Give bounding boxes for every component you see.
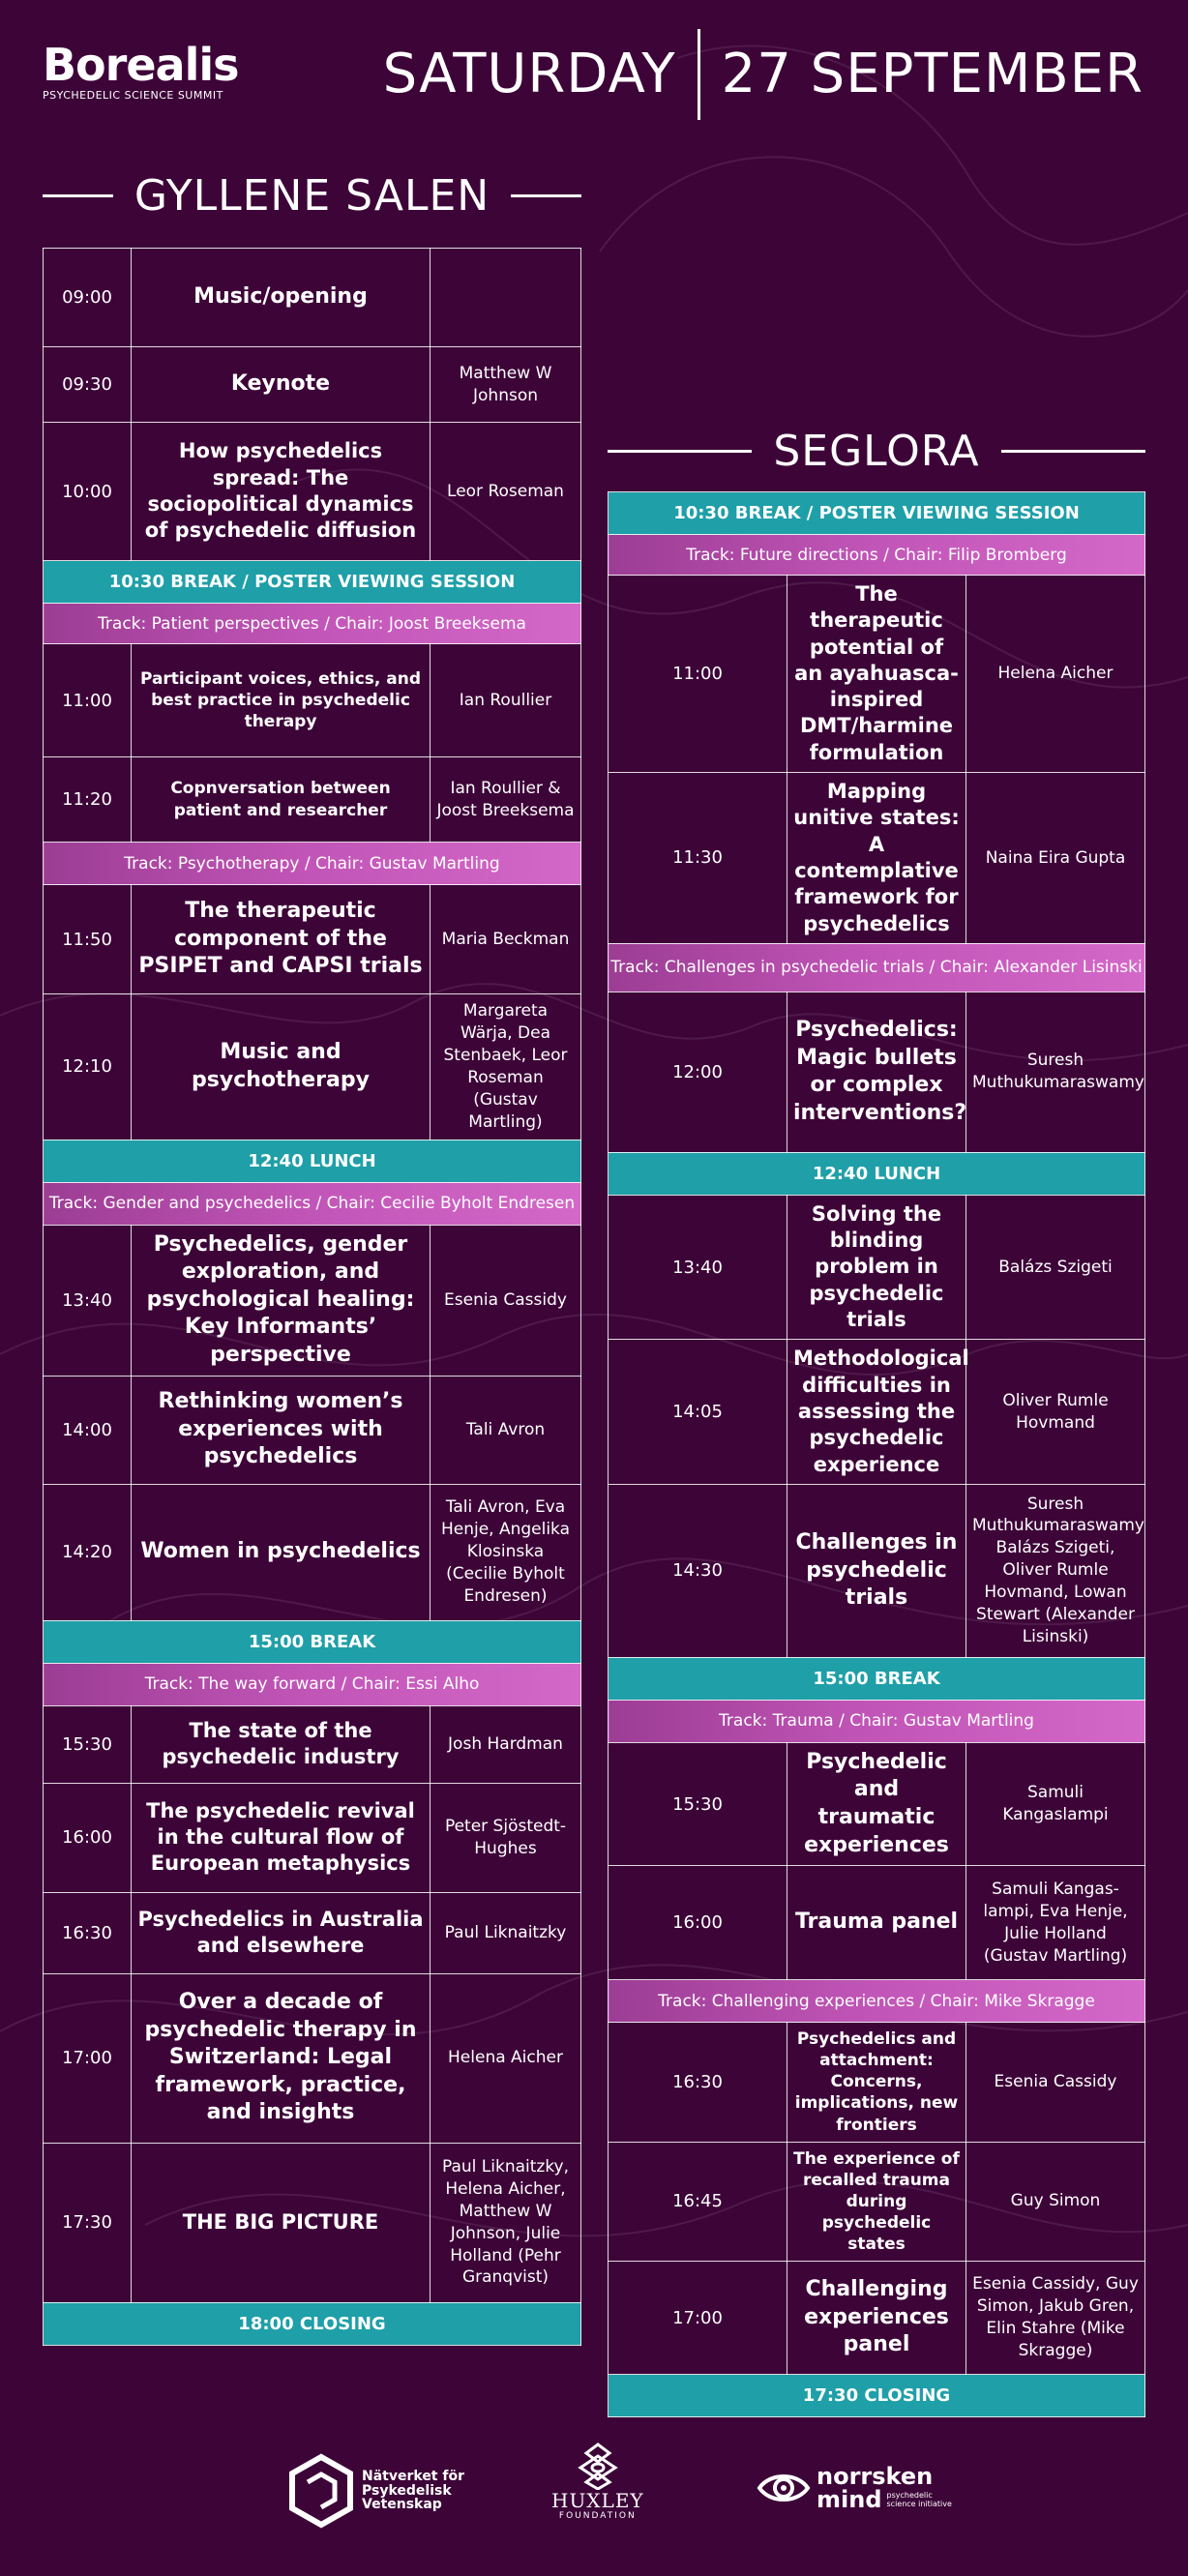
session-row bbox=[44, 423, 581, 561]
session-time: 17:00 bbox=[44, 1973, 132, 2143]
sponsor-footer bbox=[0, 2438, 1188, 2544]
session-time: 14:20 bbox=[44, 1484, 132, 1620]
break-band bbox=[44, 561, 581, 604]
gyllene-salen-column bbox=[43, 166, 581, 2346]
session-time: 11:30 bbox=[609, 773, 787, 944]
session-row bbox=[44, 1376, 581, 1484]
huxley-emblem-icon bbox=[571, 2442, 625, 2490]
session-time: 11:50 bbox=[44, 885, 132, 994]
session-speaker: Josh Hardman bbox=[431, 1705, 581, 1783]
break-label: 12:40 LUNCH bbox=[44, 1140, 581, 1182]
track-label: Track: Patient perspectives / Chair: Joost Breeksema bbox=[44, 604, 581, 644]
nps-line-1: Nätverket för bbox=[362, 2468, 464, 2484]
break-label: 12:40 LUNCH bbox=[609, 1152, 1145, 1195]
break-band bbox=[609, 1657, 1145, 1700]
session-speaker: Margareta Wärja, Dea Stenbaek, Leor Roseman (Gustav Martling) bbox=[431, 994, 581, 1140]
break-label: 15:00 BREAK bbox=[609, 1657, 1145, 1700]
track-label: Track: The way forward / Chair: Essi Alho bbox=[44, 1663, 581, 1705]
track-header bbox=[609, 535, 1145, 576]
session-title: Rethinking women’s experiences with psychedelics bbox=[132, 1376, 431, 1484]
session-time: 16:00 bbox=[609, 1866, 787, 1980]
session-time: 11:20 bbox=[44, 757, 132, 843]
track-label: Track: Psychotherapy / Chair: Gustav Martling bbox=[44, 843, 581, 885]
borealis-logo bbox=[43, 41, 239, 103]
session-title: Psychedelics, gender exploration, and psychological healing: Key Informants’ perspective bbox=[132, 1225, 431, 1376]
session-speaker bbox=[431, 249, 581, 347]
break-band bbox=[609, 1152, 1145, 1195]
break-label: 18:00 CLOSING bbox=[44, 2302, 581, 2345]
session-row bbox=[44, 1484, 581, 1620]
break-label: 10:30 BREAK / POSTER VIEWING SESSION bbox=[44, 561, 581, 604]
session-speaker: Tali Avron bbox=[431, 1376, 581, 1484]
session-title: Challenging experiences panel bbox=[787, 2262, 966, 2375]
session-row bbox=[44, 1973, 581, 2143]
huxley-subtitle: FOUNDATION bbox=[558, 2511, 637, 2521]
session-time: 09:30 bbox=[44, 347, 132, 423]
session-title: The experience of recalled trauma during psychedelic states bbox=[787, 2142, 966, 2261]
session-time: 11:00 bbox=[44, 644, 132, 757]
session-title: Psychedelics: Magic bullets or complex interventions? bbox=[787, 992, 966, 1152]
heading-rule-left bbox=[43, 194, 113, 197]
norrsken-sub-1: psychedelic bbox=[886, 2491, 933, 2500]
session-row bbox=[609, 1866, 1145, 1980]
session-row bbox=[44, 249, 581, 347]
track-label: Track: Challenges in psychedelic trials / Chair: Alexander Lisinski bbox=[609, 943, 1145, 992]
date-divider bbox=[698, 29, 700, 120]
session-time: 12:10 bbox=[44, 994, 132, 1140]
session-speaker: Helena Aicher bbox=[966, 576, 1145, 773]
session-title: Participant voices, ethics, and best practice in psychedelic therapy bbox=[132, 644, 431, 757]
session-row bbox=[609, 1742, 1145, 1865]
session-speaker: Samuli Kangas-lampi, Eva Henje, Julie Holland (Gustav Martling) bbox=[966, 1866, 1145, 1980]
session-time: 16:30 bbox=[609, 2023, 787, 2142]
session-speaker: Tali Avron, Eva Henje, Angelika Klosinska (Cecilie Byholt Endresen) bbox=[431, 1484, 581, 1620]
event-date bbox=[383, 29, 1143, 120]
session-title: The state of the psychedelic industry bbox=[132, 1705, 431, 1783]
session-title: Music/opening bbox=[132, 249, 431, 347]
session-time: 16:00 bbox=[44, 1783, 132, 1892]
heading-rule-right bbox=[1001, 450, 1145, 453]
session-title: Psychedelic and traumatic experiences bbox=[787, 1742, 966, 1865]
session-row bbox=[609, 2023, 1145, 2142]
session-speaker: Samuli Kangaslampi bbox=[966, 1742, 1145, 1865]
session-speaker: Leor Roseman bbox=[431, 423, 581, 561]
break-band bbox=[609, 492, 1145, 535]
session-title: Solving the blinding problem in psychedelic trials bbox=[787, 1195, 966, 1339]
nps-line-3: Vetenskap bbox=[362, 2497, 442, 2513]
session-speaker: Ian Roullier bbox=[431, 644, 581, 757]
seglora-column bbox=[608, 422, 1145, 2417]
track-label: Track: Future directions / Chair: Filip Bromberg bbox=[609, 535, 1145, 576]
session-row bbox=[609, 1195, 1145, 1339]
hexagon-icon bbox=[286, 2453, 356, 2529]
logo-name: Borealis bbox=[43, 39, 239, 91]
session-speaker: Paul Liknaitzky, Helena Aicher, Matthew W Johnson, Julie Holland (Pehr Granqvist) bbox=[431, 2143, 581, 2302]
session-row bbox=[44, 1892, 581, 1973]
session-row bbox=[609, 1340, 1145, 1484]
break-label: 17:30 CLOSING bbox=[609, 2375, 1145, 2417]
room-name: GYLLENE SALEN bbox=[134, 170, 490, 221]
session-row bbox=[609, 1484, 1145, 1657]
session-row bbox=[44, 1705, 581, 1783]
session-title: Women in psychedelics bbox=[132, 1484, 431, 1620]
session-time: 09:00 bbox=[44, 249, 132, 347]
seglora-heading bbox=[608, 422, 1145, 480]
session-title: Psychedelics and attachment: Concerns, implications, new frontiers bbox=[787, 2023, 966, 2142]
norrsken-sub-2: science initiative bbox=[886, 2500, 952, 2508]
logo-subtitle: PSYCHEDELIC SCIENCE SUMMIT bbox=[43, 89, 223, 102]
session-speaker: Helena Aicher bbox=[431, 1973, 581, 2143]
track-header bbox=[44, 1182, 581, 1225]
session-speaker: Maria Beckman bbox=[431, 885, 581, 994]
session-time: 12:00 bbox=[609, 992, 787, 1152]
nps-line-2: Psykedelisk bbox=[362, 2482, 452, 2499]
event-day: SATURDAY bbox=[382, 43, 676, 105]
session-title: Keynote bbox=[132, 347, 431, 423]
page-header bbox=[0, 0, 1188, 145]
break-band bbox=[44, 1620, 581, 1663]
session-speaker: Guy Simon bbox=[966, 2142, 1145, 2261]
gyllene-salen-heading bbox=[43, 166, 581, 224]
heading-rule-left bbox=[608, 450, 752, 453]
session-time: 17:00 bbox=[609, 2262, 787, 2375]
session-title: Mapping unitive states: A contemplative framework for psychedelics bbox=[787, 773, 966, 944]
session-time: 15:30 bbox=[44, 1705, 132, 1783]
break-label: 10:30 BREAK / POSTER VIEWING SESSION bbox=[609, 492, 1145, 535]
session-row bbox=[44, 347, 581, 423]
track-label: Track: Gender and psychedelics / Chair: Cecilie Byholt Endresen bbox=[44, 1182, 581, 1225]
session-speaker: Peter Sjöstedt-Hughes bbox=[431, 1783, 581, 1892]
session-row bbox=[44, 2143, 581, 2302]
session-speaker: Suresh Muthukumaraswamy bbox=[966, 992, 1145, 1152]
track-header bbox=[44, 1663, 581, 1705]
track-header bbox=[609, 943, 1145, 992]
session-time: 14:00 bbox=[44, 1376, 132, 1484]
session-time: 11:00 bbox=[609, 576, 787, 773]
break-label: 15:00 BREAK bbox=[44, 1620, 581, 1663]
session-title: The therapeutic component of the PSIPET and CAPSI trials bbox=[132, 885, 431, 994]
session-title: Trauma panel bbox=[787, 1866, 966, 1980]
norrsken-line-1: norrsken bbox=[817, 2463, 934, 2490]
session-row bbox=[44, 1225, 581, 1376]
eye-icon bbox=[757, 2469, 811, 2507]
session-title: Music and psychotherapy bbox=[132, 994, 431, 1140]
session-time: 14:05 bbox=[609, 1340, 787, 1484]
session-time: 15:30 bbox=[609, 1742, 787, 1865]
gyllene-salen-schedule bbox=[43, 248, 581, 2346]
track-header bbox=[44, 843, 581, 885]
break-band bbox=[44, 2302, 581, 2345]
seglora-schedule bbox=[608, 491, 1145, 2417]
session-speaker: Esenia Cassidy, Guy Simon, Jakub Gren, Elin Stahre (Mike Skragge) bbox=[966, 2262, 1145, 2375]
session-row bbox=[609, 2262, 1145, 2375]
track-header bbox=[609, 1700, 1145, 1742]
session-row bbox=[609, 773, 1145, 944]
session-title: Methodological difficulties in assessing the psychedelic experience bbox=[787, 1340, 966, 1484]
session-time: 14:30 bbox=[609, 1484, 787, 1657]
room-name: SEGLORA bbox=[773, 426, 980, 476]
track-header bbox=[44, 604, 581, 644]
session-speaker: Matthew W Johnson bbox=[431, 347, 581, 423]
session-title: Copnversation between patient and researcher bbox=[132, 757, 431, 843]
session-speaker: Oliver Rumle Hovmand bbox=[966, 1340, 1145, 1484]
session-row bbox=[44, 757, 581, 843]
session-time: 13:40 bbox=[609, 1195, 787, 1339]
track-label: Track: Trauma / Chair: Gustav Martling bbox=[609, 1700, 1145, 1742]
session-row bbox=[44, 885, 581, 994]
heading-rule-right bbox=[511, 194, 581, 197]
session-title: The therapeutic potential of an ayahuasca-inspired DMT/harmine formulation bbox=[787, 576, 966, 773]
event-date-text: 27 SEPTEMBER bbox=[721, 43, 1143, 105]
track-header bbox=[609, 1980, 1145, 2023]
session-row bbox=[609, 576, 1145, 773]
break-band bbox=[609, 2375, 1145, 2417]
session-speaker: Balázs Szigeti bbox=[966, 1195, 1145, 1339]
session-time: 13:40 bbox=[44, 1225, 132, 1376]
session-time: 16:45 bbox=[609, 2142, 787, 2261]
session-title: How psychedelics spread: The sociopolitical dynamics of psychedelic diffusion bbox=[132, 423, 431, 561]
session-time: 16:30 bbox=[44, 1892, 132, 1973]
session-speaker: Esenia Cassidy bbox=[966, 2023, 1145, 2142]
session-speaker: Suresh Muthukumaraswamy Balázs Szigeti, Oliver Rumle Hovmand, Lowan Stewart (Alexander Lisinski) bbox=[966, 1484, 1145, 1657]
session-title: The psychedelic revival in the cultural flow of European metaphysics bbox=[132, 1783, 431, 1892]
track-label: Track: Challenging experiences / Chair: Mike Skragge bbox=[609, 1980, 1145, 2023]
session-row bbox=[44, 644, 581, 757]
session-row bbox=[44, 994, 581, 1140]
session-speaker: Esenia Cassidy bbox=[431, 1225, 581, 1376]
norrsken-line-2: mind bbox=[817, 2486, 882, 2513]
session-title: Over a decade of psychedelic therapy in Switzerland: Legal framework, practice, and insights bbox=[132, 1973, 431, 2143]
session-title: THE BIG PICTURE bbox=[132, 2143, 431, 2302]
session-speaker: Naina Eira Gupta bbox=[966, 773, 1145, 944]
session-time: 17:30 bbox=[44, 2143, 132, 2302]
session-row bbox=[44, 1783, 581, 1892]
session-speaker: Ian Roullier & Joost Breeksema bbox=[431, 757, 581, 843]
break-band bbox=[44, 1140, 581, 1182]
session-speaker: Paul Liknaitzky bbox=[431, 1892, 581, 1973]
session-title: Psychedelics in Australia and elsewhere bbox=[132, 1892, 431, 1973]
huxley-name: HUXLEY bbox=[551, 2489, 644, 2512]
huxley-foundation-logo bbox=[551, 2442, 644, 2521]
nps-logo bbox=[286, 2453, 464, 2529]
norrsken-mind-logo bbox=[757, 2465, 952, 2511]
session-time: 10:00 bbox=[44, 423, 132, 561]
session-title: Challenges in psychedelic trials bbox=[787, 1484, 966, 1657]
session-row bbox=[609, 992, 1145, 1152]
session-row bbox=[609, 2142, 1145, 2261]
